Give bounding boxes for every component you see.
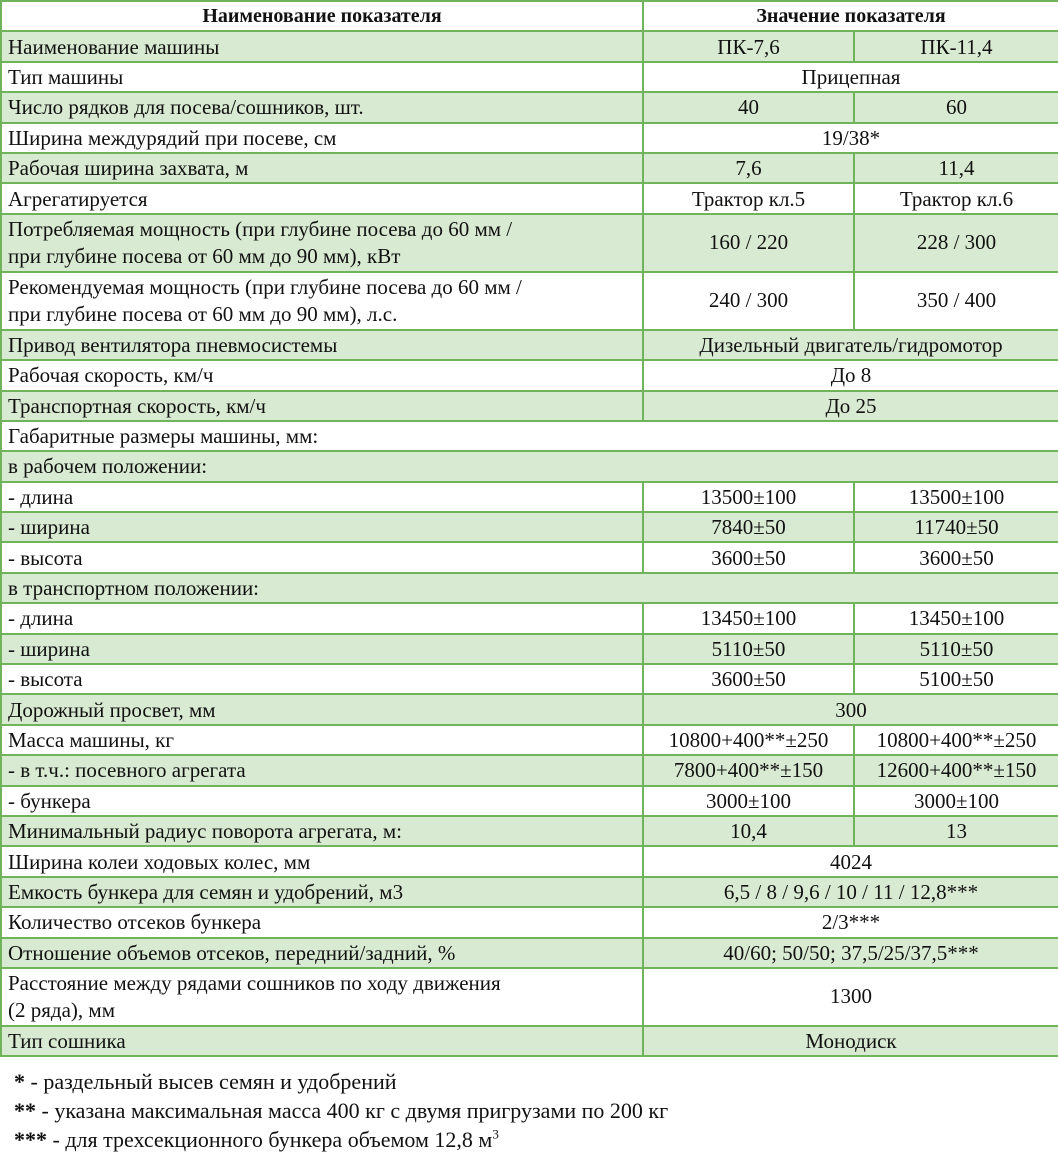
value-pk-11-4: 11,4 (854, 153, 1058, 183)
table-row (1, 725, 1058, 755)
row-label: - высота (1, 542, 643, 572)
value-common: 300 (643, 694, 1058, 724)
value-pk-11-4: 3600±50 (854, 542, 1058, 572)
table-row (1, 573, 1058, 603)
value-common: До 8 (643, 360, 1058, 390)
row-label: Минимальный радиус поворота агрегата, м: (1, 816, 643, 846)
table-row (1, 755, 1058, 785)
value-common: 1300 (643, 968, 1058, 1026)
row-label: Наименование машины (1, 31, 643, 61)
table-row (1, 123, 1058, 153)
footnote-3-mark: *** (14, 1127, 47, 1153)
row-label: Емкость бункера для семян и удобрений, м3 (1, 877, 643, 907)
value-pk-7-6: 5110±50 (643, 634, 854, 664)
table-row (1, 330, 1058, 360)
value-pk-11-4: 5110±50 (854, 634, 1058, 664)
table-row (1, 272, 1058, 330)
row-label: - длина (1, 482, 643, 512)
row-label: Тип сошника (1, 1026, 643, 1056)
table-row (1, 153, 1058, 183)
table-row (1, 634, 1058, 664)
header-value: Значение показателя (643, 1, 1058, 31)
value-pk-7-6: 7,6 (643, 153, 854, 183)
table-row (1, 360, 1058, 390)
header-name: Наименование показателя (1, 1, 643, 31)
value-pk-7-6: 10,4 (643, 816, 854, 846)
footnote-1 (14, 1067, 1058, 1096)
row-label-line2: при глубине посева от 60 мм до 90 мм), л.с. (8, 301, 398, 326)
value-common: Монодиск (643, 1026, 1058, 1056)
row-label: Рабочая скорость, км/ч (1, 360, 643, 390)
table-row (1, 62, 1058, 92)
table-row (1, 451, 1058, 481)
table-body (1, 31, 1058, 1056)
value-pk-11-4: 10800+400**±250 (854, 725, 1058, 755)
value-pk-11-4: 60 (854, 92, 1058, 122)
value-pk-11-4: Трактор кл.6 (854, 183, 1058, 213)
row-label: - ширина (1, 512, 643, 542)
value-pk-7-6: ПК-7,6 (643, 31, 854, 61)
value-pk-7-6: 13450±100 (643, 603, 854, 633)
value-pk-11-4: 228 / 300 (854, 214, 1058, 272)
row-label-line2: при глубине посева от 60 мм до 90 мм), кВт (8, 243, 401, 268)
footnote-2 (14, 1096, 1058, 1125)
row-label: Тип машины (1, 62, 643, 92)
table-header-row (1, 1, 1058, 31)
row-label-line1: Рекомендуемая мощность (при глубине посева до 60 мм / (8, 274, 522, 299)
value-common: 4024 (643, 846, 1058, 876)
table-row (1, 786, 1058, 816)
value-pk-11-4: 13 (854, 816, 1058, 846)
row-label: Отношение объемов отсеков, передний/задний, % (1, 938, 643, 968)
value-common: До 25 (643, 391, 1058, 421)
table-row (1, 694, 1058, 724)
row-label: - бункера (1, 786, 643, 816)
row-label: Ширина колеи ходовых колес, мм (1, 846, 643, 876)
row-label (1, 214, 643, 272)
table-row (1, 391, 1058, 421)
table-row (1, 421, 1058, 451)
table-row (1, 31, 1058, 61)
table-row (1, 482, 1058, 512)
value-pk-11-4: 5100±50 (854, 664, 1058, 694)
row-label-line1: Потребляемая мощность (при глубине посева до 60 мм / (8, 216, 513, 241)
value-pk-7-6: 3600±50 (643, 664, 854, 694)
value-pk-7-6: 10800+400**±250 (643, 725, 854, 755)
value-pk-11-4: ПК-11,4 (854, 31, 1058, 61)
value-pk-7-6: 7840±50 (643, 512, 854, 542)
footnote-1-text: - раздельный высев семян и удобрений (25, 1069, 397, 1095)
row-label (1, 968, 643, 1026)
value-pk-11-4: 13450±100 (854, 603, 1058, 633)
footnote-2-mark: ** (14, 1098, 36, 1124)
row-label: Рабочая ширина захвата, м (1, 153, 643, 183)
value-pk-11-4: 12600+400**±150 (854, 755, 1058, 785)
value-pk-7-6: 3600±50 (643, 542, 854, 572)
footnote-3 (14, 1125, 1058, 1154)
value-pk-7-6: 13500±100 (643, 482, 854, 512)
table-row (1, 214, 1058, 272)
value-common: 2/3*** (643, 907, 1058, 937)
value-pk-7-6: Трактор кл.5 (643, 183, 854, 213)
table-row (1, 92, 1058, 122)
table-row (1, 1026, 1058, 1056)
footnotes (0, 1057, 1058, 1154)
row-label: Привод вентилятора пневмосистемы (1, 330, 643, 360)
table-row (1, 968, 1058, 1026)
row-label: Число рядков для посева/сошников, шт. (1, 92, 643, 122)
section-label: в рабочем положении: (1, 451, 1058, 481)
table-row (1, 907, 1058, 937)
table-row (1, 938, 1058, 968)
row-label: Транспортная скорость, км/ч (1, 391, 643, 421)
row-label: Количество отсеков бункера (1, 907, 643, 937)
row-label: Дорожный просвет, мм (1, 694, 643, 724)
row-label: - ширина (1, 634, 643, 664)
table-row (1, 846, 1058, 876)
value-pk-11-4: 3000±100 (854, 786, 1058, 816)
value-common: 19/38* (643, 123, 1058, 153)
value-pk-7-6: 240 / 300 (643, 272, 854, 330)
table-row (1, 512, 1058, 542)
value-pk-7-6: 40 (643, 92, 854, 122)
value-common: 6,5 / 8 / 9,6 / 10 / 11 / 12,8*** (643, 877, 1058, 907)
value-pk-7-6: 160 / 220 (643, 214, 854, 272)
footnote-3-text: - для трехсекционного бункера объемом 12,8 м (47, 1127, 493, 1153)
value-common: Прицепная (643, 62, 1058, 92)
footnote-3-sup: 3 (492, 1127, 499, 1142)
value-pk-7-6: 7800+400**±150 (643, 755, 854, 785)
row-label-line2: (2 ряда), мм (8, 997, 115, 1022)
value-common: Дизельный двигатель/гидромотор (643, 330, 1058, 360)
value-pk-11-4: 350 / 400 (854, 272, 1058, 330)
value-common: 40/60; 50/50; 37,5/25/37,5*** (643, 938, 1058, 968)
row-label: Агрегатируется (1, 183, 643, 213)
row-label: - высота (1, 664, 643, 694)
footnote-2-text: - указана максимальная масса 400 кг с двумя пригрузами по 200 кг (36, 1098, 669, 1124)
footnote-1-mark: * (14, 1069, 25, 1095)
row-label: - длина (1, 603, 643, 633)
value-pk-7-6: 3000±100 (643, 786, 854, 816)
table-row (1, 603, 1058, 633)
table-row (1, 877, 1058, 907)
row-label: Масса машины, кг (1, 725, 643, 755)
section-label: Габаритные размеры машины, мм: (1, 421, 1058, 451)
row-label-line1: Расстояние между рядами сошников по ходу движения (8, 970, 501, 995)
row-label: Ширина междурядий при посеве, см (1, 123, 643, 153)
table-row (1, 816, 1058, 846)
value-pk-11-4: 13500±100 (854, 482, 1058, 512)
row-label: - в т.ч.: посевного агрегата (1, 755, 643, 785)
table-row (1, 664, 1058, 694)
section-label: в транспортном положении: (1, 573, 1058, 603)
table-row (1, 183, 1058, 213)
value-pk-11-4: 11740±50 (854, 512, 1058, 542)
row-label (1, 272, 643, 330)
table-row (1, 542, 1058, 572)
